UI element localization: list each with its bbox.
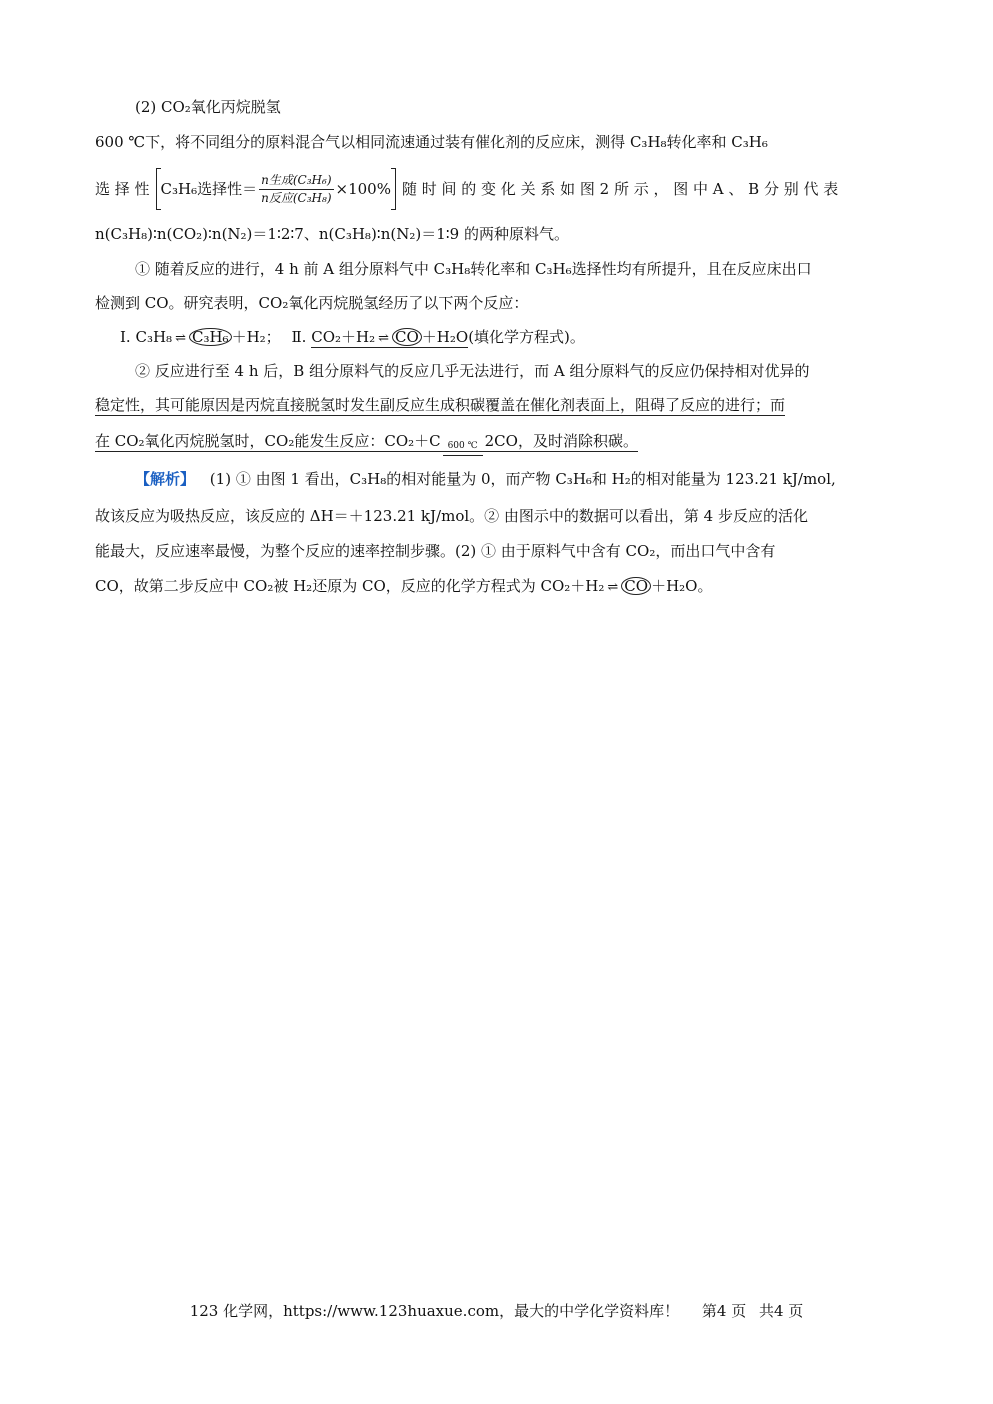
equilibrium-arrow-icon: ⇌	[378, 331, 390, 346]
section-title: (2) CO₂氧化丙烷脱氢	[135, 98, 281, 116]
condition-equals-sign	[443, 441, 483, 456]
reactions-line	[120, 327, 585, 349]
condition-label: 600 ℃	[447, 441, 478, 451]
reaction2-reactants: CO₂＋H₂	[311, 328, 376, 346]
analysis-line4-b: ＋H₂O。	[651, 577, 713, 595]
right-bracket-icon	[391, 168, 396, 210]
equilibrium-arrow-icon: ⇌	[175, 331, 186, 346]
analysis-tag: 【解析】	[135, 470, 196, 488]
para1-line2	[95, 168, 838, 210]
analysis-line4	[95, 576, 712, 598]
fraction-denominator: n反应(C₃H₈)	[261, 190, 332, 205]
reaction2-label: Ⅱ.	[291, 328, 307, 346]
para1-line1: 600 ℃下，将不同组分的原料混合气以相同流速通过装有催化剂的反应床，测得 C₃H₈转化率和 C₃H₆	[95, 133, 768, 151]
fraction-numerator: n生成(C₃H₆)	[259, 172, 333, 190]
equilibrium-arrow-icon: ⇌	[607, 580, 619, 595]
item2-line3-answer	[95, 432, 638, 452]
page-footer	[0, 1300, 993, 1321]
item1-line2: 检测到 CO。研究表明，CO₂氧化丙烷脱氢经历了以下两个反应：	[95, 294, 529, 312]
reaction1-label: Ⅰ.	[120, 328, 131, 346]
reaction2-note: (填化学方程式)。	[468, 328, 585, 346]
reaction1-rest: ＋H₂；	[231, 328, 281, 346]
para1-line2-pre: 选 择 性	[95, 180, 150, 198]
analysis-product-circled: CO	[621, 577, 651, 595]
item2-line3-b: 2CO，及时消除积碳。	[484, 432, 638, 450]
footer-page-total: 共4 页	[758, 1302, 804, 1320]
reaction1-reactant: C₃H₈	[135, 328, 173, 346]
para1-line3: n(C₃H₈)∶n(CO₂)∶n(N₂)＝1∶2∶7、n(C₃H₈)∶n(N₂)＝1∶9 的两种原料气。	[95, 225, 569, 243]
analysis-line2: 故该反应为吸热反应，该反应的 ΔH＝＋123.21 kJ/mol。② 由图示中的数据可以看出，第 4 步反应的活化	[95, 507, 808, 525]
reaction2-product-circled: CO	[392, 328, 422, 346]
reaction2-answer	[311, 328, 468, 348]
item1-line1: ① 随着反应的进行，4 h 前 A 组分原料气中 C₃H₈转化率和 C₃H₆选择性均有所提升，且在反应床出口	[135, 260, 812, 278]
selectivity-fraction	[259, 172, 333, 207]
reaction1-product-circled: C₃H₆	[189, 328, 232, 346]
analysis-line3: 能最大，反应速率最慢，为整个反应的速率控制步骤。(2) ① 由于原料气中含有 CO₂，而出口气中含有	[95, 542, 776, 560]
para1-line2-post: 随 时 间 的 变 化 关 系 如 图 2 所 示 ， 图 中 A 、 B 分 别 代 表	[401, 180, 839, 198]
double-line-icon	[443, 451, 483, 456]
analysis-line1-text: (1) ① 由图 1 看出，C₃H₈的相对能量为 0，而产物 C₃H₆和 H₂的相对能量为 123.21 kJ/mol,	[209, 470, 836, 488]
item2-line2	[95, 395, 785, 415]
reaction2-rest: ＋H₂O	[421, 328, 469, 346]
footer-page-number: 第4 页	[701, 1302, 747, 1320]
item2-line3-a: 在 CO₂氧化丙烷脱氢时，CO₂能发生反应：CO₂＋C	[95, 432, 441, 450]
analysis-line1	[135, 469, 836, 489]
footer-site-link[interactable]: 123 化学网，https://www.123huaxue.com，最大的中学化学资料库！	[189, 1302, 680, 1320]
analysis-line4-a: CO，故第二步反应中 CO₂被 H₂还原为 CO，反应的化学方程式为 CO₂＋H₂	[95, 577, 605, 595]
item2-line3	[95, 431, 638, 456]
formula-right: ×100%	[335, 180, 391, 198]
formula-left: C₃H₆选择性＝	[160, 180, 258, 198]
item2-line2-answer: 稳定性，其可能原因是丙烷直接脱氢时发生副反应生成积碳覆盖在催化剂表面上，阻碍了反应的进行；而	[95, 396, 786, 414]
item2-line1: ② 反应进行至 4 h 后，B 组分原料气的反应几乎无法进行，而 A 组分原料气的反应仍保持相对优异的	[135, 362, 810, 380]
